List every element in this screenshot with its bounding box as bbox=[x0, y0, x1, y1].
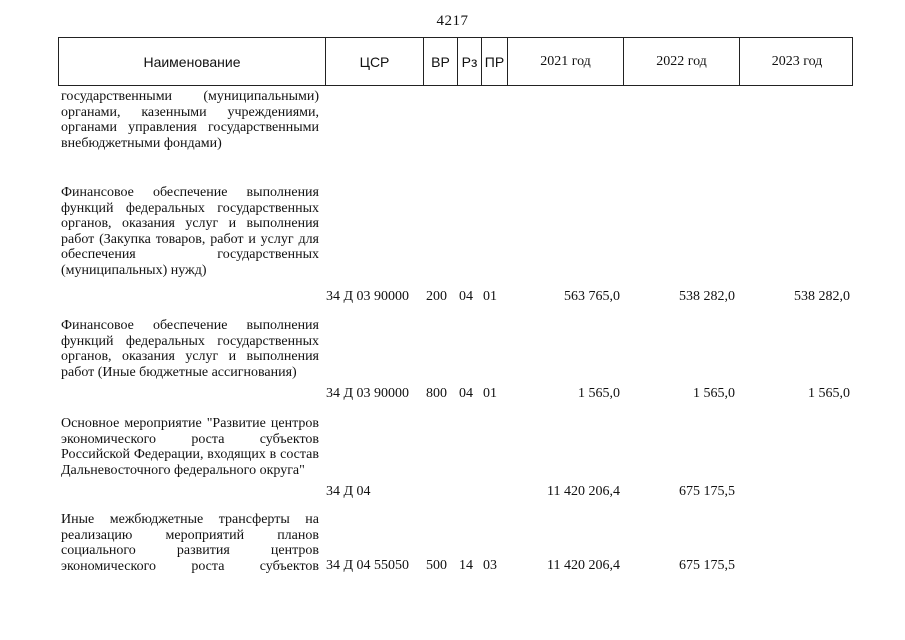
row-value-2022: 675 175,5 bbox=[679, 558, 735, 573]
row-value-2022: 675 175,5 bbox=[679, 484, 735, 499]
row-csr: 34 Д 03 90000 bbox=[326, 289, 410, 304]
header-2023: 2023 год bbox=[739, 38, 854, 85]
row-name: Финансовое обеспечение выполнения функций федеральных государственных органов, оказания услуг и выполнения работ (Закупка товаров, работ и услуг для обеспечения государственных (муниципальных) нужд) bbox=[61, 185, 319, 278]
row-vr: 800 bbox=[426, 386, 447, 401]
row-value-2022: 1 565,0 bbox=[693, 386, 735, 401]
row-pr: 01 bbox=[483, 386, 497, 401]
row-rz: 04 bbox=[459, 386, 473, 401]
header-2022: 2022 год bbox=[623, 38, 739, 85]
header-2021: 2021 год bbox=[507, 38, 623, 85]
table-header bbox=[58, 37, 853, 86]
row-name-continuation: государственными (муниципальными) органами, казенными учреждениями, органами управления государственными внебюджетными фондами) bbox=[61, 89, 319, 151]
row-value-2023: 1 565,0 bbox=[808, 386, 850, 401]
page-number: 4217 bbox=[436, 13, 469, 29]
row-value-2021: 11 420 206,4 bbox=[547, 558, 620, 573]
row-value-2022: 538 282,0 bbox=[679, 289, 735, 304]
row-value-2023: 538 282,0 bbox=[794, 289, 850, 304]
row-name: Основное мероприятие "Развитие центров экономического роста субъектов Российской Федерации, входящих в состав Дальневосточного федерального округа" bbox=[61, 416, 319, 478]
row-rz: 04 bbox=[459, 289, 473, 304]
row-name: Финансовое обеспечение выполнения функций федеральных государственных органов, оказания услуг и выполнения работ (Иные бюджетные ассигнования) bbox=[61, 318, 319, 380]
row-vr: 200 bbox=[426, 289, 447, 304]
row-value-2021: 1 565,0 bbox=[578, 386, 620, 401]
row-csr: 34 Д 04 55050 bbox=[326, 558, 410, 573]
row-pr: 03 bbox=[483, 558, 497, 573]
row-name: Иные межбюджетные трансферты на реализацию мероприятий планов социального развития центров экономического роста субъектов bbox=[61, 512, 319, 574]
header-rz: Рз bbox=[457, 38, 481, 85]
header-pr: ПР bbox=[481, 38, 507, 85]
row-value-2021: 11 420 206,4 bbox=[547, 484, 620, 499]
row-csr: 34 Д 04 bbox=[326, 484, 371, 499]
header-vr: ВР bbox=[423, 38, 457, 85]
row-rz: 14 bbox=[459, 558, 473, 573]
row-csr: 34 Д 03 90000 bbox=[326, 386, 410, 401]
header-csr: ЦСР bbox=[325, 38, 423, 85]
row-pr: 01 bbox=[483, 289, 497, 304]
row-value-2021: 563 765,0 bbox=[564, 289, 620, 304]
header-name: Наименование bbox=[143, 53, 241, 70]
row-vr: 500 bbox=[426, 558, 447, 573]
